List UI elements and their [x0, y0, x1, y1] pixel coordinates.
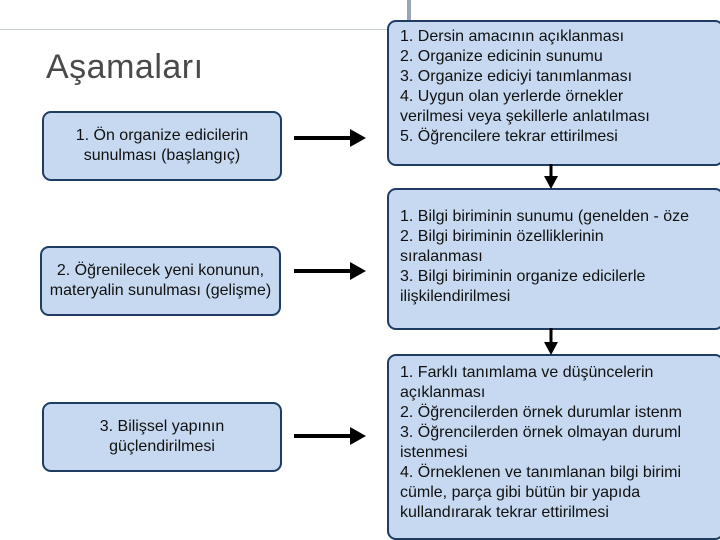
step-label-3: 3. Bilişsel yapının güçlendirilmesi — [99, 418, 225, 455]
right-arrow-icon-3 — [294, 424, 368, 448]
detail-3-line: cümle, parça gibi bütün bir yapıda — [400, 484, 641, 501]
step-box-1 — [42, 111, 282, 181]
right-arrow-icon-1 — [294, 126, 368, 150]
detail-3-line: açıklanması — [400, 384, 486, 401]
detail-2-line: 3. Bilgi biriminin organize edicilerle — [400, 268, 646, 285]
down-arrow-icon-2 — [543, 328, 559, 356]
detail-box-2 — [387, 188, 720, 330]
detail-1-line: 3. Organize ediciyi tanımlanması — [400, 68, 633, 85]
detail-3-line: istenmesi — [400, 444, 468, 461]
right-arrow-icon-2 — [294, 259, 368, 283]
detail-3-line: kullandırarak tekrar ettirilmesi — [400, 504, 609, 521]
detail-3-line: 4. Örneklenen ve tanımlanan bilgi birimi — [400, 464, 682, 481]
detail-2-line: ilişkilendirilmesi — [400, 288, 511, 305]
detail-2-line: 1. Bilgi biriminin sunumu (genelden - öze — [400, 208, 690, 225]
detail-2-line: 2. Bilgi biriminin özelliklerinin — [400, 228, 604, 245]
step-label-1: 1. Ön organize edicilerin sunulması (başlangıç) — [75, 127, 249, 164]
detail-2-line: sıralanması — [400, 248, 483, 265]
step-box-2 — [40, 246, 281, 316]
top-divider-line — [0, 29, 405, 30]
detail-1-line: 5. Öğrencilere tekrar ettirilmesi — [400, 128, 618, 145]
detail-1-line: 2. Organize edicinin sunumu — [400, 48, 603, 65]
detail-box-3 — [387, 354, 720, 540]
step-box-3 — [42, 402, 282, 472]
slide-title: Aşamaları — [46, 48, 204, 86]
down-arrow-icon-1 — [543, 164, 559, 190]
detail-3-line: 2. Öğrencilerden örnek durumlar istenm — [400, 404, 682, 421]
detail-1-line: 4. Uygun olan yerlerde örnekler — [400, 88, 624, 105]
detail-3-line: 3. Öğrencilerden örnek olmayan duruml — [400, 424, 682, 441]
detail-1-line: verilmesi veya şekillerle anlatılması — [400, 108, 650, 125]
detail-3-line: 1. Farklı tanımlama ve düşüncelerin — [400, 364, 654, 381]
step-label-2: 2. Öğrenilecek yeni konunun, materyalin sunulması (gelişme) — [49, 262, 272, 299]
detail-box-1 — [387, 20, 720, 166]
detail-1-line: 1. Dersin amacının açıklanması — [400, 28, 625, 45]
